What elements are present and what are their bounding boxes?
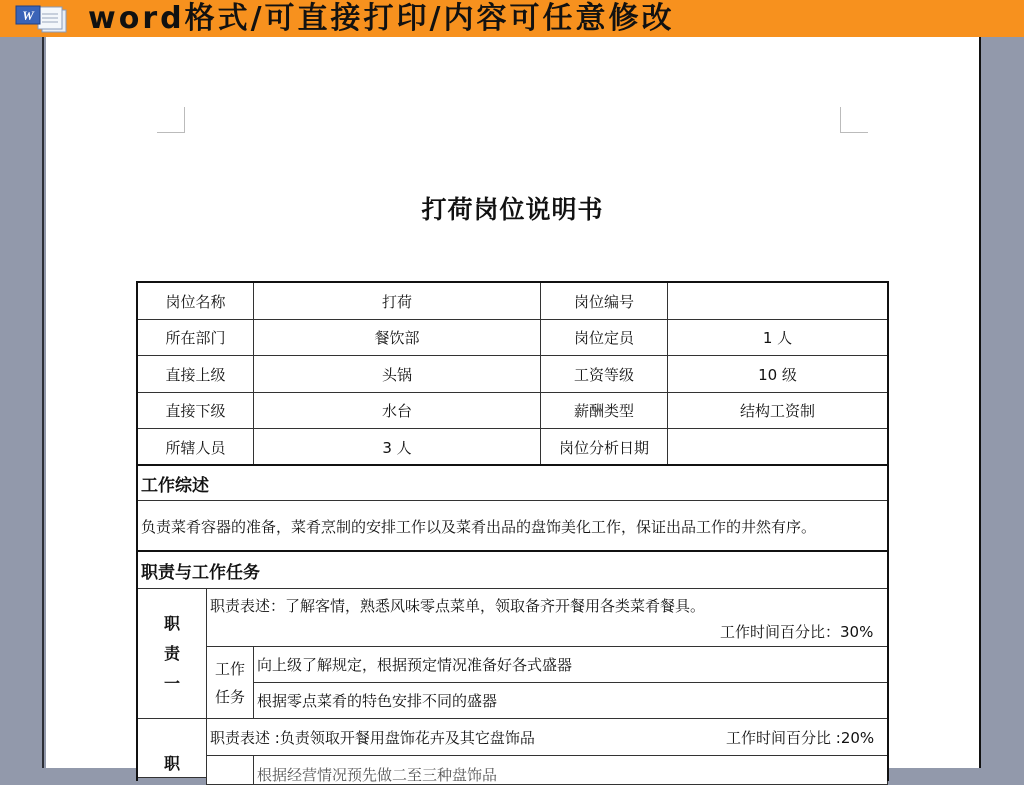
info-label: 薪酬类型	[540, 392, 668, 429]
info-label: 直接上级	[137, 355, 254, 393]
duty-description-text: 职责表述 :负责领取开餐用盘饰花卉及其它盘饰品	[210, 728, 535, 747]
info-value[interactable]: 水台	[253, 392, 541, 429]
duty-label-char: 职	[163, 754, 180, 773]
duty-description-text: 职责表述：了解客情，熟悉风味零点菜单，领取备齐开餐用各类菜肴餐具。	[210, 597, 706, 615]
duty-1-time-percent: 工作时间百分比：30%	[720, 623, 874, 641]
info-value[interactable]	[667, 282, 888, 320]
task-label-text: 任务	[214, 687, 245, 706]
duty-2-task-label	[206, 755, 254, 785]
info-value[interactable]: 头锅	[253, 355, 541, 393]
duty-2-label	[137, 718, 207, 778]
info-label: 岗位定员	[540, 319, 668, 356]
duty-1-task-1[interactable]: 向上级了解规定，根据预定情况准备好各式盛器	[253, 646, 888, 683]
info-value[interactable]: 餐饮部	[253, 319, 541, 356]
duty-1-task-label	[206, 646, 254, 719]
info-label: 岗位名称	[137, 282, 254, 320]
crop-mark-right	[840, 107, 868, 133]
svg-text:W: W	[22, 8, 34, 23]
document-page	[46, 37, 979, 784]
info-label: 所在部门	[137, 319, 254, 356]
duty-2-task-1[interactable]: 根据经营情况预先做二至三种盘饰品	[253, 755, 888, 785]
summary-text[interactable]: 负责菜肴容器的准备，菜肴烹制的安排工作以及菜肴出品的盘饰美化工作，保证出品工作的井然有序。	[137, 500, 888, 552]
info-label: 所辖人员	[137, 428, 254, 466]
duty-label-char: 责	[163, 643, 180, 663]
info-value[interactable]: 10 级	[667, 355, 888, 393]
document-title: 打荷岗位说明书	[421, 195, 604, 224]
duty-2-time-percent: 工作时间百分比 :20%	[726, 729, 875, 747]
info-label: 工资等级	[540, 355, 668, 393]
duty-1-label	[137, 588, 207, 719]
left-margin	[0, 37, 44, 768]
task-label-text: 工作	[214, 659, 245, 678]
banner	[0, 0, 1024, 37]
info-value[interactable]: 打荷	[253, 282, 541, 320]
right-margin	[979, 37, 1024, 768]
duty-label-char: 一	[163, 673, 180, 693]
info-label: 直接下级	[137, 392, 254, 429]
crop-mark-left	[157, 107, 185, 133]
section-divider	[136, 550, 889, 552]
section-divider	[136, 464, 889, 466]
info-value[interactable]: 1 人	[667, 319, 888, 356]
summary-heading: 工作综述	[137, 465, 888, 501]
info-label: 岗位编号	[540, 282, 668, 320]
duty-label-char: 职	[163, 613, 180, 633]
duties-heading: 职责与工作任务	[137, 551, 888, 589]
info-label: 岗位分析日期	[540, 428, 668, 466]
info-value[interactable]	[667, 428, 888, 466]
info-value[interactable]: 结构工资制	[667, 392, 888, 429]
word-document-icon	[14, 4, 72, 34]
duty-1-task-2[interactable]: 根据零点菜肴的特色安排不同的盛器	[253, 682, 888, 719]
info-value[interactable]: 3 人	[253, 428, 541, 466]
banner-text: word格式/可直接打印/内容可任意修改	[88, 1, 675, 36]
